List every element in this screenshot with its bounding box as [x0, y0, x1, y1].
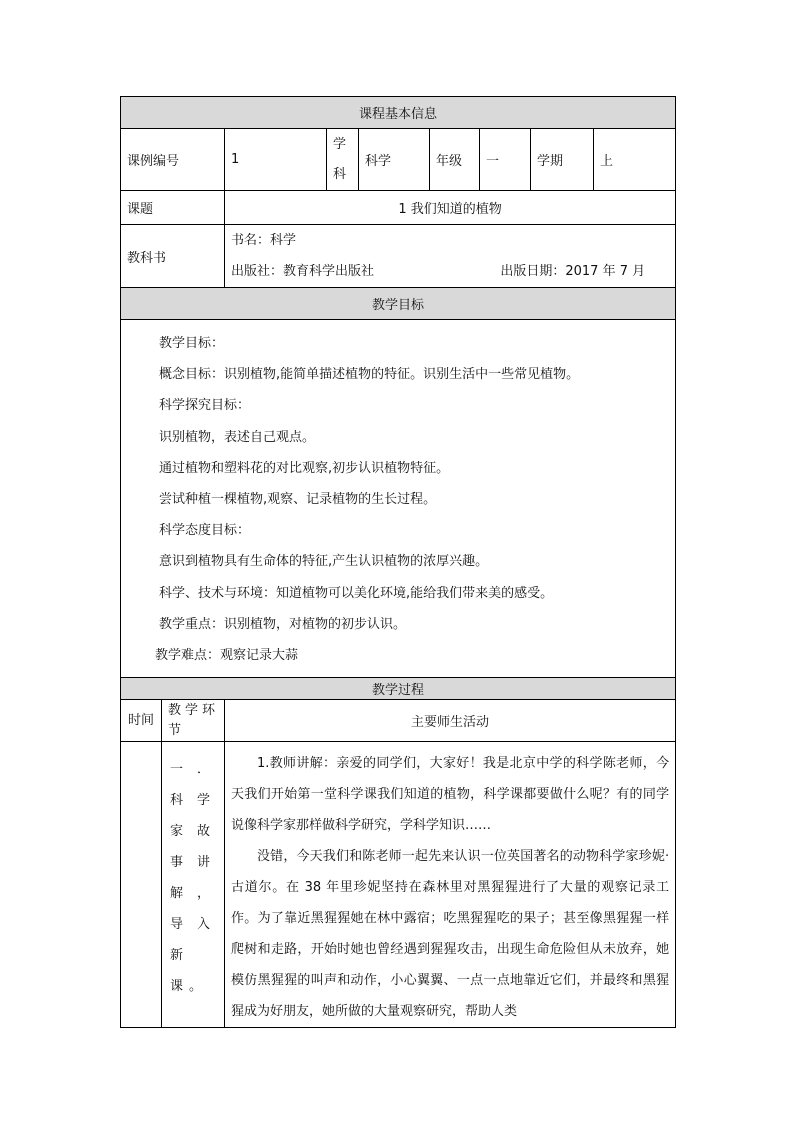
activity-paragraph: 1.教师讲解：亲爱的同学们，大家好！我是北京中学的科学陈老师，今天我们开始第一堂科学课我们知道的植物，科学课都要做什么呢？有的同学说像科学家那样做科学研究，学科学知识…… — [231, 756, 670, 834]
goal-line: 尝试种植一棵植物,观察、记录植物的生长过程。 — [159, 492, 437, 508]
grade-label: 年级 — [430, 129, 480, 191]
step-cell: 一．科学家故事讲解，导入新课。 — [162, 742, 225, 1028]
case-no-label: 课例编号 — [121, 129, 225, 191]
case-no-value: 1 — [225, 129, 327, 191]
publisher-row — [225, 256, 675, 287]
grade-value: 一 — [480, 129, 531, 191]
subject-label-line-2: 科 — [333, 166, 347, 182]
topic-value: 1 我们知道的植物 — [225, 191, 676, 225]
topic-label: 课题 — [121, 191, 225, 225]
goal-line: 意识到植物具有生命体的特征,产生认识植物的浓厚兴趣。 — [159, 554, 489, 570]
term-label: 学期 — [531, 129, 594, 191]
col-time-header: 时间 — [121, 700, 162, 742]
subject-label — [327, 129, 359, 191]
goal-line: 识别植物，表述自己观点。 — [159, 429, 316, 445]
lesson-plan-table — [120, 96, 676, 1028]
activity-cell — [225, 742, 676, 1028]
goal-line: 科学、技术与环境：知道植物可以美化环境,能给我们带来美的感受。 — [159, 585, 554, 601]
goal-line: 科学态度目标： — [159, 523, 251, 539]
term-value: 上 — [594, 129, 676, 191]
goal-line: 教学目标： — [159, 336, 225, 351]
textbook-label: 教科书 — [121, 225, 225, 288]
basic-info-header: 课程基本信息 — [121, 97, 676, 129]
goals-header: 教学目标 — [121, 288, 676, 320]
time-cell — [121, 742, 162, 1028]
publisher: 出版社：教育科学出版社 — [231, 264, 375, 279]
goal-line: 概念目标：识别植物,能简单描述植物的特征。识别生活中一些常见植物。 — [159, 367, 580, 383]
book-name: 书名：科学 — [231, 233, 297, 248]
subject-value: 科学 — [359, 129, 430, 191]
goal-line: 通过植物和塑料花的对比观察,初步认识植物特征。 — [159, 460, 450, 476]
col-step-header: 教学环节 — [162, 700, 225, 742]
col-activity-header: 主要师生活动 — [225, 700, 676, 742]
textbook-details — [225, 225, 676, 288]
subject-label-line-1: 学 — [333, 136, 347, 152]
publish-date: 出版日期：2017 年 7 月 — [500, 264, 646, 279]
goals-content — [121, 320, 676, 678]
goal-line: 教学重点：识别植物，对植物的初步认识。 — [159, 616, 407, 632]
goal-line: 教学难点：观察记录大蒜 — [155, 648, 299, 664]
lesson-plan-sheet — [120, 96, 675, 1028]
goal-line: 科学探究目标： — [159, 398, 251, 414]
activity-paragraph: 没错，今天我们和陈老师一起先来认识一位英国著名的动物科学家珍妮·古道尔。在 38 年里珍妮坚持在森林里对黑猩猩进行了大量的观察记录工作。为了靠近黑猩猩她在林中露宿；吃黑猩猩吃的果子；甚至像黑猩猩一样爬树和走路，开始时她也曾经遇到猩猩攻击，出现生命危险但从未放弃，她模仿黑猩猩的叫声和动作，小心翼翼、一点一点地靠近它们，并最终和黑猩猩成为好朋友，她所做的大量观察研究，帮助人类 — [231, 849, 670, 1020]
process-header: 教学过程 — [121, 678, 676, 700]
